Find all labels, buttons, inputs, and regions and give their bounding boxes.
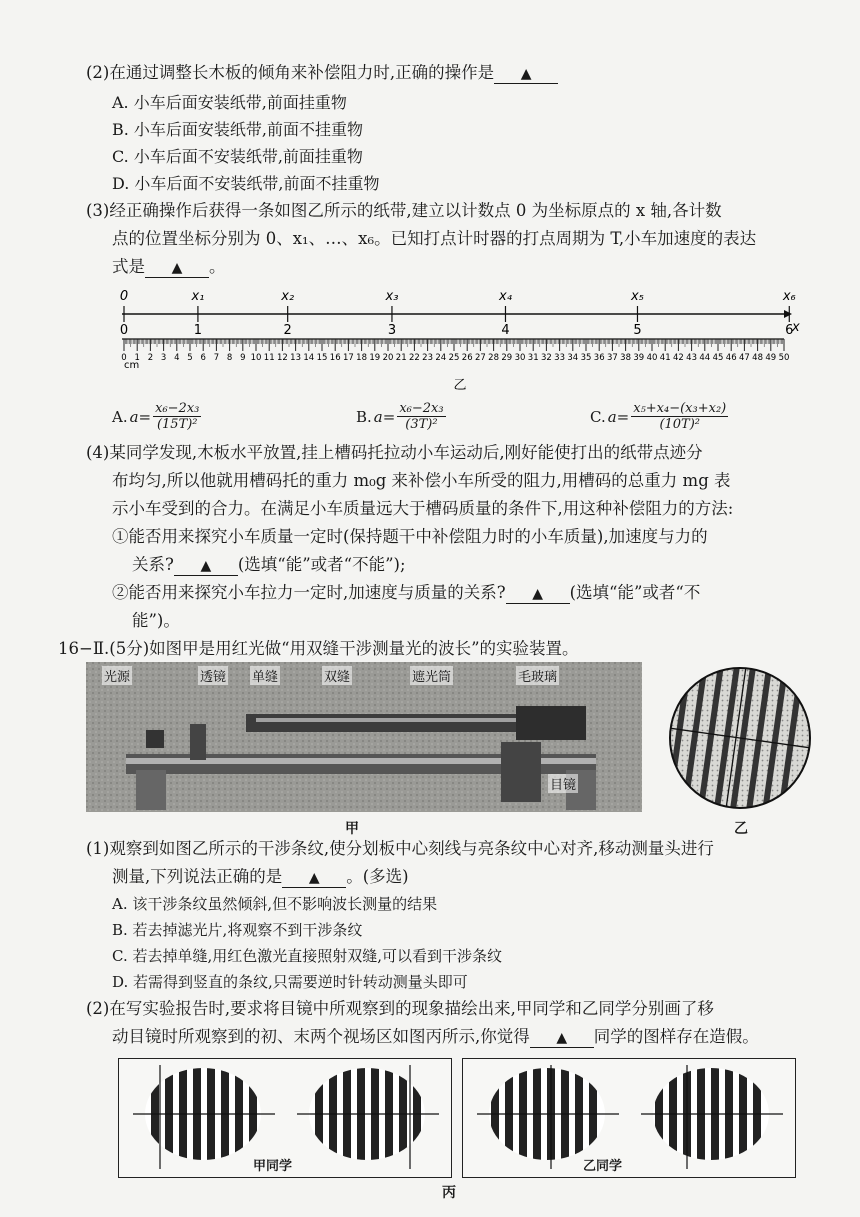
ruler-number: 26 bbox=[461, 353, 473, 363]
tape-point-label: x₄ bbox=[499, 289, 512, 304]
paper-tape-figure bbox=[100, 284, 810, 396]
ruler-number: 44 bbox=[699, 353, 711, 363]
ruler-number: 17 bbox=[342, 353, 354, 363]
tape-axis-label: 2 bbox=[283, 323, 292, 338]
ruler-number: 35 bbox=[580, 353, 592, 363]
ruler-number: 29 bbox=[501, 353, 513, 363]
q3-option-a-label: A. bbox=[112, 407, 128, 426]
label-lens: 透镜 bbox=[198, 666, 228, 685]
tape-point-label: x₂ bbox=[281, 289, 295, 304]
q16-sub1-pre: 测量,下列说法正确的是 bbox=[112, 867, 283, 886]
ruler-number: 18 bbox=[356, 353, 368, 363]
q3-option-b-lhs: a= bbox=[373, 407, 396, 426]
label-ground-glass: 毛玻璃 bbox=[516, 666, 559, 685]
ruler-number: 13 bbox=[290, 353, 302, 363]
ruler-number: 31 bbox=[527, 353, 539, 363]
ruler-number: 41 bbox=[659, 353, 671, 363]
q3-option-b bbox=[356, 401, 446, 432]
q16-sub2-line-1: (2)在写实验报告时,要求将目镜中所观察到的现象描绘出来,甲同学和乙同学分别画了移 bbox=[86, 999, 714, 1018]
ruler-number: 9 bbox=[240, 353, 246, 363]
ruler-number: 28 bbox=[488, 353, 500, 363]
ruler-number: 16 bbox=[329, 353, 341, 363]
ruler-number: 38 bbox=[620, 353, 632, 363]
ruler-number: 3 bbox=[160, 353, 167, 363]
ruler-unit: cm bbox=[124, 360, 140, 371]
ruler-number: 15 bbox=[316, 353, 328, 363]
q3-line-3 bbox=[112, 256, 226, 278]
frame-student-jia bbox=[118, 1058, 452, 1178]
ruler-number: 24 bbox=[435, 353, 447, 363]
q4-sub1-line-2 bbox=[132, 554, 406, 576]
q3-option-b-fraction bbox=[397, 401, 445, 432]
tape-axis-label: 4 bbox=[501, 323, 510, 338]
tape-axis-label: 3 bbox=[387, 323, 397, 338]
ruler-number: 39 bbox=[633, 353, 645, 363]
q3-option-a-numerator: x₆−2x₃ bbox=[155, 401, 200, 416]
q16-sub1-option-a: A. 该干涉条纹虽然倾斜,但不影响波长测量的结果 bbox=[112, 895, 438, 913]
q16-title: 16−Ⅱ.(5分)如图甲是用红光做“用双缝干涉测量光的波长”的实验装置。 bbox=[58, 639, 579, 658]
ruler-number: 8 bbox=[226, 353, 233, 363]
ruler-number: 43 bbox=[686, 353, 698, 363]
q3-option-c-denominator: (10T)² bbox=[659, 417, 701, 432]
tape-caption: 乙 bbox=[453, 378, 467, 393]
label-single-slit: 单缝 bbox=[250, 666, 280, 685]
q2-answer-blank[interactable]: ▲ bbox=[494, 65, 558, 84]
ruler-number: 48 bbox=[752, 353, 764, 363]
q4-sub2-answer-blank[interactable]: ▲ bbox=[506, 585, 570, 604]
q16-sub1-option-b: B. 若去掉滤光片,将观察不到干涉条纹 bbox=[112, 921, 363, 939]
q4-sub2-post: (选填“能”或者“不 bbox=[569, 583, 701, 602]
ruler-number: 50 bbox=[778, 353, 790, 363]
ruler-number: 1 bbox=[134, 353, 140, 363]
q3-line-1: (3)经正确操作后获得一条如图乙所示的纸带,建立以计数点 0 为坐标原点的 x 轴,各计数 bbox=[86, 201, 722, 220]
q3-option-b-label: B. bbox=[356, 407, 372, 426]
caption-yi: 乙 bbox=[734, 821, 748, 837]
ruler-number: 12 bbox=[276, 353, 288, 363]
label-double-slit: 双缝 bbox=[322, 666, 352, 685]
q4-sub1-line-1: ①能否用来探究小车质量一定时(保持题干中补偿阻力时的小车质量),加速度与力的 bbox=[112, 527, 708, 546]
ruler-number: 0 bbox=[121, 353, 127, 363]
q2-option-d: D. 小车后面不安装纸带,前面不挂重物 bbox=[112, 174, 380, 193]
q3-line-2: 点的位置坐标分别为 0、x₁、…、x₆。已知打点计时器的打点周期为 T,小车加速度的表达 bbox=[112, 229, 757, 248]
ruler-number: 25 bbox=[448, 353, 460, 363]
q2-option-a: A. 小车后面安装纸带,前面挂重物 bbox=[112, 93, 347, 112]
q16-sub1-line-2 bbox=[112, 866, 409, 888]
ruler-number: 34 bbox=[567, 353, 579, 363]
tape-axis-label: 6 bbox=[785, 323, 794, 338]
ruler-number: 5 bbox=[187, 353, 193, 363]
ruler-number: 19 bbox=[369, 353, 381, 363]
q4-line-3: 示小车受到的合力。在满足小车质量远大于槽码质量的条件下,用这种补偿阻力的方法: bbox=[112, 499, 734, 518]
q16-sub2-line-2 bbox=[112, 1026, 759, 1048]
q4-sub1-pre: 关系? bbox=[132, 555, 174, 574]
ruler-number: 2 bbox=[147, 353, 154, 363]
tape-point-label: x₃ bbox=[385, 289, 399, 304]
q16-sub2-post: 同学的图样存在造假。 bbox=[593, 1027, 759, 1046]
fringe-view-circle bbox=[666, 664, 814, 812]
ruler-number: 20 bbox=[382, 353, 394, 363]
q2-option-b: B. 小车后面安装纸带,前面不挂重物 bbox=[112, 120, 364, 139]
q16-sub2-pre: 动目镜时所观察到的初、末两个视场区如图丙所示,你觉得 bbox=[112, 1027, 530, 1046]
ruler-number: 47 bbox=[738, 353, 750, 363]
label-student-yi: 乙同学 bbox=[583, 1159, 623, 1174]
tape-point-label: x₆ bbox=[782, 289, 796, 304]
label-light-source: 光源 bbox=[102, 666, 132, 685]
ruler-number: 27 bbox=[474, 353, 486, 363]
ruler-number: 10 bbox=[250, 353, 262, 363]
q16-sub2-answer-blank[interactable]: ▲ bbox=[530, 1029, 594, 1048]
fringes-student-yi bbox=[463, 1059, 795, 1177]
ruler-number: 37 bbox=[606, 353, 618, 363]
tape-axis-label: 1 bbox=[193, 323, 203, 338]
ruler-number: 36 bbox=[593, 353, 605, 363]
q16-sub1-answer-blank[interactable]: ▲ bbox=[282, 869, 346, 888]
q3-line-3-pre: 式是 bbox=[112, 257, 145, 276]
ruler-number: 4 bbox=[174, 353, 180, 363]
q4-line-2: 布均匀,所以他就用槽码托的重力 m₀g 来补偿小车所受的阻力,用槽码的总重力 mg 表 bbox=[112, 471, 731, 490]
q3-option-c-label: C. bbox=[590, 407, 606, 426]
q4-sub2-line-2: 能”)。 bbox=[132, 611, 180, 630]
tape-axis-label: 5 bbox=[633, 323, 642, 338]
ruler-number: 30 bbox=[514, 353, 526, 363]
q3-option-a-fraction bbox=[153, 401, 201, 432]
q2-stem-text: (2)在通过调整长木板的倾角来补偿阻力时,正确的操作是 bbox=[86, 63, 495, 82]
tape-point-label: 0 bbox=[119, 289, 129, 304]
tape-point-label: x₅ bbox=[631, 289, 644, 304]
q4-sub1-post: (选填“能”或者“不能”); bbox=[237, 555, 406, 574]
q3-option-c-lhs: a= bbox=[607, 407, 630, 426]
label-eyepiece: 目镜 bbox=[548, 774, 578, 793]
q2-option-c: C. 小车后面不安装纸带,前面挂重物 bbox=[112, 147, 363, 166]
q16-sub1-option-c: C. 若去掉单缝,用红色激光直接照射双缝,可以看到干涉条纹 bbox=[112, 947, 503, 965]
ruler-number: 14 bbox=[303, 353, 315, 363]
q3-option-a bbox=[112, 401, 201, 432]
ruler-number: 22 bbox=[408, 353, 420, 363]
q16-sub1-post: 。(多选) bbox=[346, 867, 409, 886]
q3-option-a-lhs: a= bbox=[129, 407, 152, 426]
q2-stem bbox=[86, 62, 558, 84]
q3-option-a-denominator: (15T)² bbox=[156, 417, 198, 432]
q16-sub1-option-d: D. 若需得到竖直的条纹,只需要逆时针转动测量头即可 bbox=[112, 973, 468, 991]
q3-option-b-denominator: (3T)² bbox=[405, 417, 438, 432]
ruler-number: 21 bbox=[395, 353, 407, 363]
ruler-number: 40 bbox=[646, 353, 658, 363]
ruler-number: 45 bbox=[712, 353, 724, 363]
ruler-number: 11 bbox=[263, 353, 275, 363]
q3-line-3-post: 。 bbox=[209, 257, 226, 276]
ruler-number: 33 bbox=[554, 353, 566, 363]
ruler-number: 7 bbox=[213, 353, 220, 363]
ruler-number: 42 bbox=[672, 353, 684, 363]
tape-axis-arrow bbox=[784, 310, 792, 318]
ruler-number: 6 bbox=[200, 353, 206, 363]
ruler-number: 49 bbox=[765, 353, 777, 363]
q3-option-b-numerator: x₆−2x₃ bbox=[399, 401, 444, 416]
ruler-number: 23 bbox=[422, 353, 434, 363]
caption-jia: 甲 bbox=[345, 821, 359, 837]
tape-axis-var: x bbox=[792, 320, 800, 335]
ruler-number: 32 bbox=[540, 353, 552, 363]
apparatus-photo bbox=[86, 662, 642, 812]
q4-sub2-pre: ②能否用来探究小车拉力一定时,加速度与质量的关系? bbox=[112, 583, 506, 602]
tape-point-label: x₁ bbox=[191, 289, 205, 304]
label-shading-tube: 遮光筒 bbox=[410, 666, 453, 685]
q4-line-1: (4)某同学发现,木板水平放置,挂上槽码托拉动小车运动后,刚好能使打出的纸带点迹分 bbox=[86, 443, 703, 462]
q3-option-c-fraction bbox=[631, 401, 728, 432]
label-student-jia: 甲同学 bbox=[253, 1159, 293, 1174]
q3-option-c-numerator: x₅+x₄−(x₃+x₂) bbox=[633, 401, 727, 416]
q3-answer-blank[interactable]: ▲ bbox=[145, 259, 209, 278]
ruler-number: 46 bbox=[725, 353, 737, 363]
tape-axis-label: 0 bbox=[119, 323, 129, 338]
q4-sub1-answer-blank[interactable]: ▲ bbox=[174, 557, 238, 576]
q4-sub2-line-1 bbox=[112, 582, 700, 604]
q16-sub1-line-1: (1)观察到如图乙所示的干涉条纹,使分划板中心刻线与亮条纹中心对齐,移动测量头进行 bbox=[86, 839, 714, 858]
q3-option-c bbox=[590, 401, 728, 432]
caption-bing: 丙 bbox=[442, 1185, 456, 1201]
frame-student-yi bbox=[462, 1058, 796, 1178]
